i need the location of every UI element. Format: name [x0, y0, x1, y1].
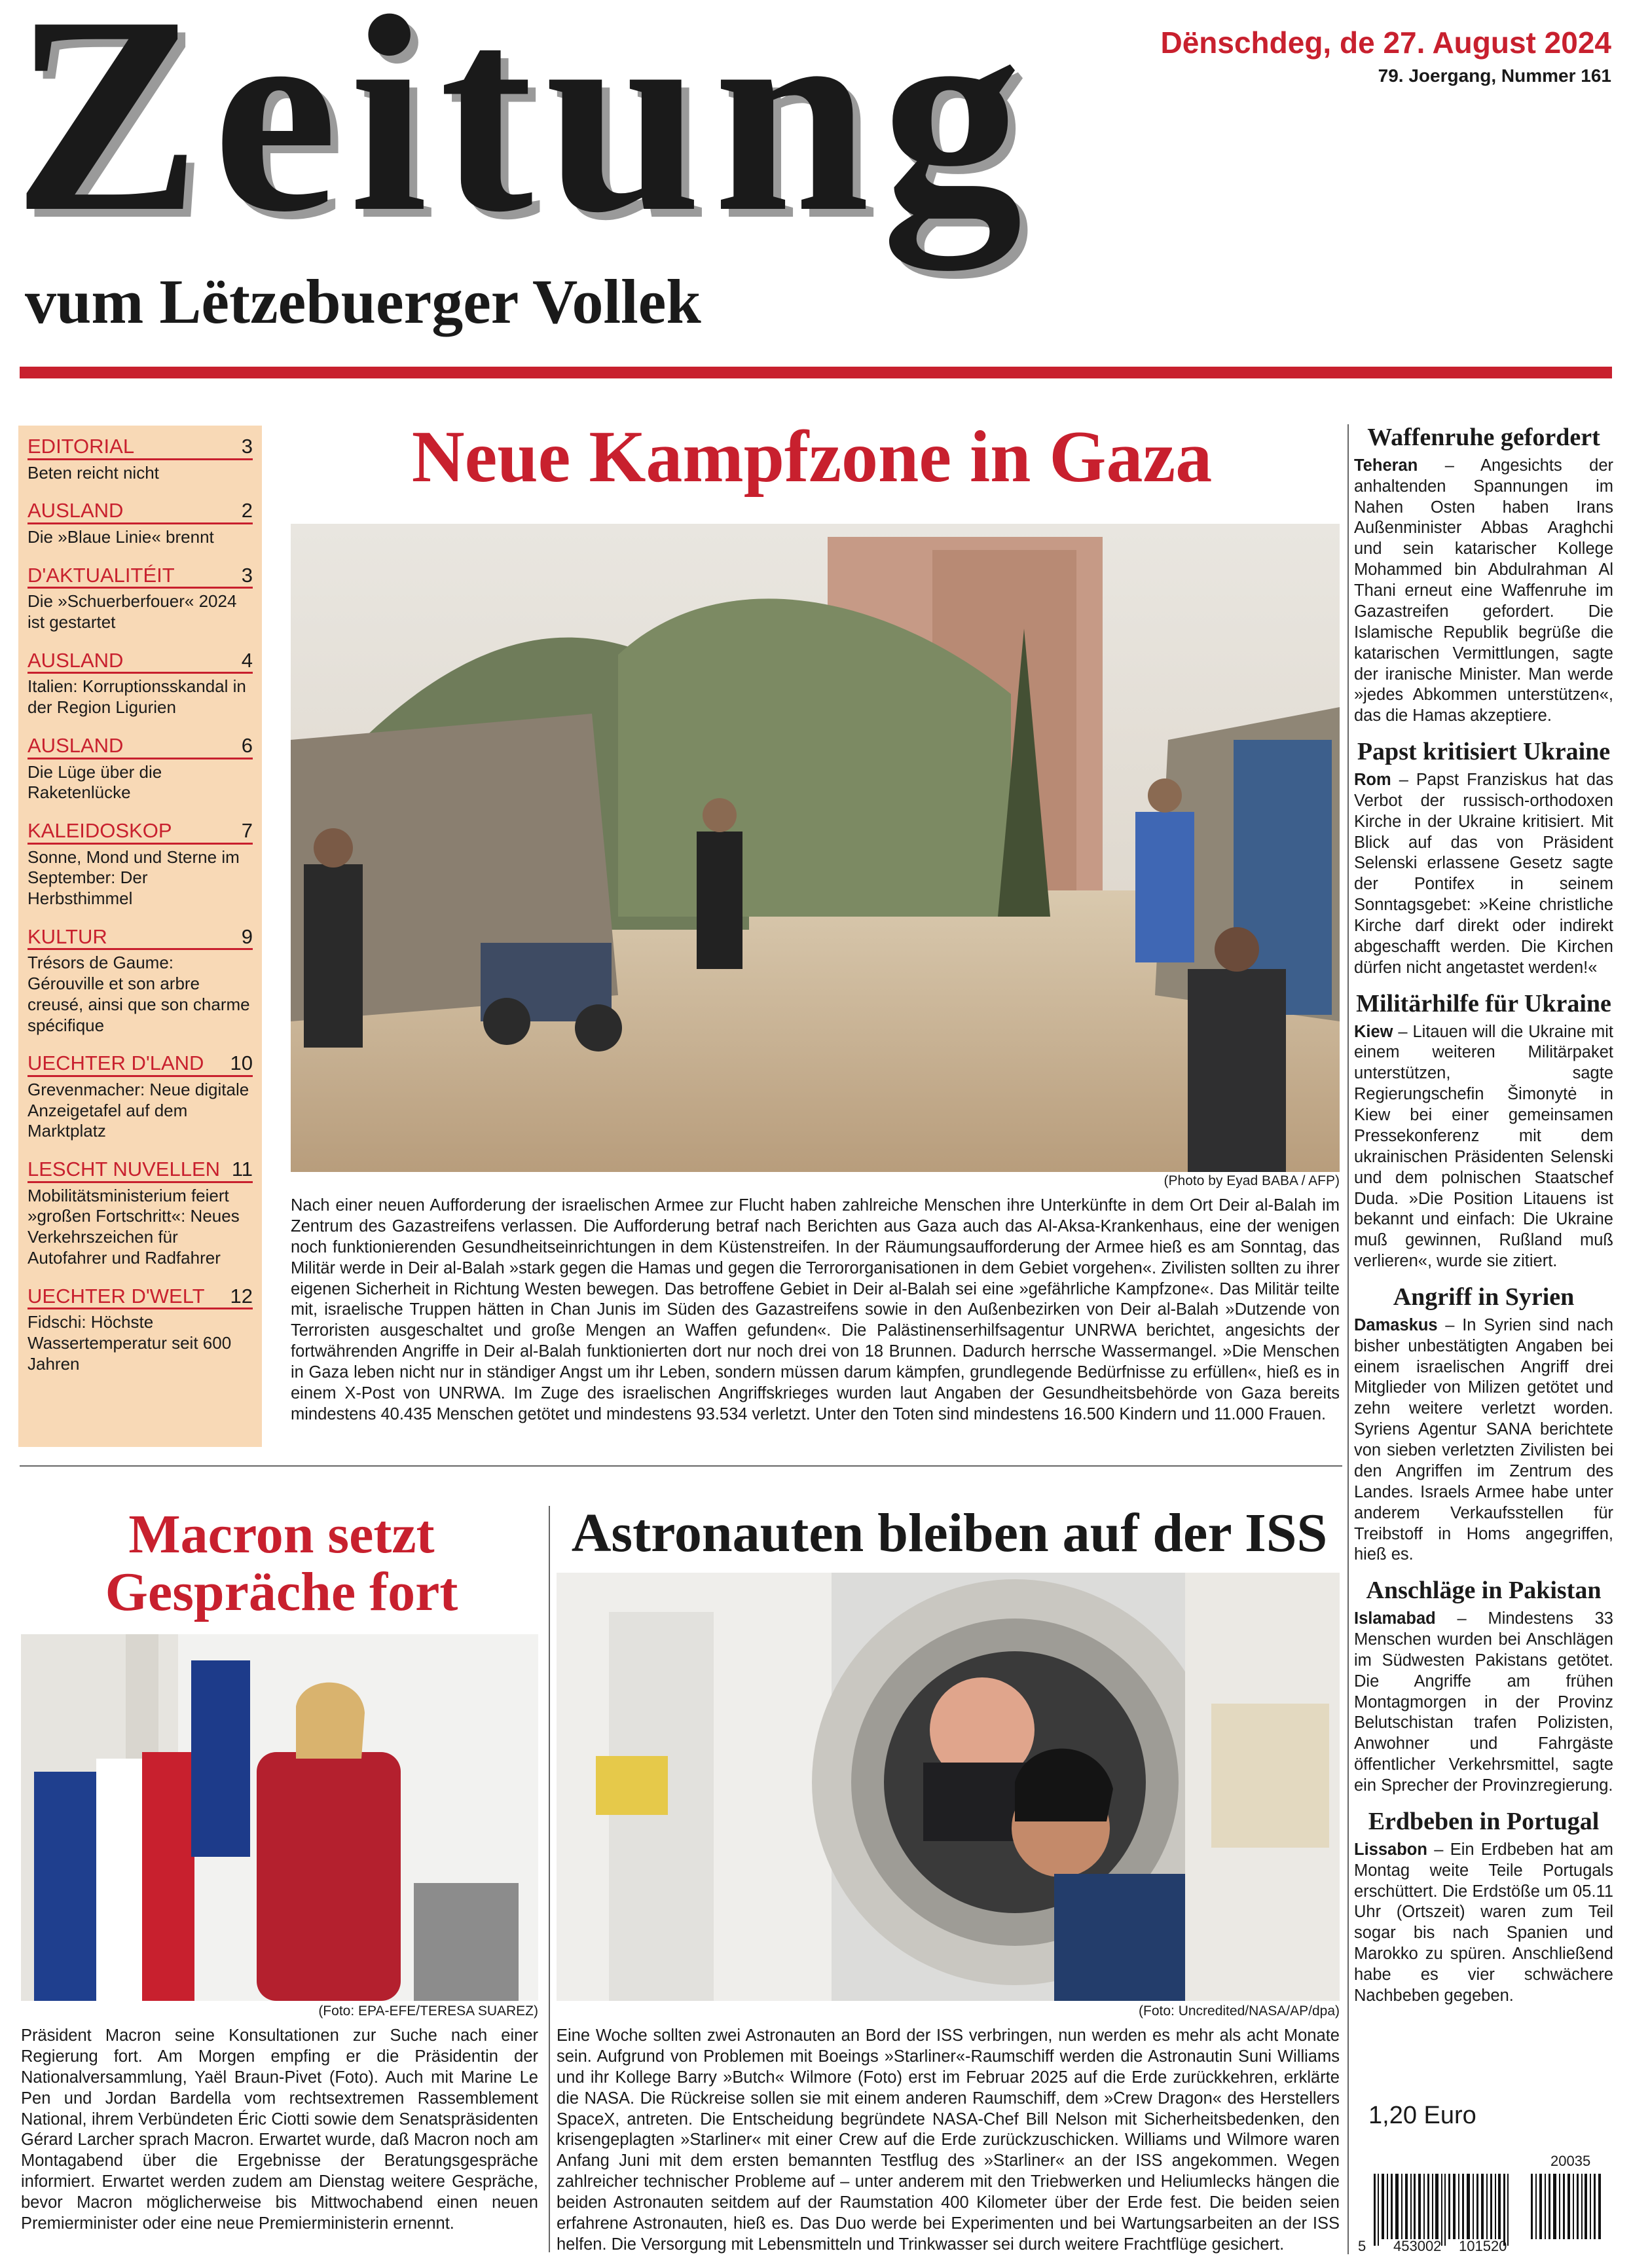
toc-page: 6 [241, 733, 253, 757]
news-briefs [1354, 424, 1613, 2019]
barcode-addon: 20035 [1550, 2153, 1591, 2169]
barcode-prefix: 5 [1358, 2238, 1366, 2254]
toc-section: UECHTER D'WELT [27, 1284, 205, 1308]
macron-photo-credit: (Foto: EPA-EFE/TERESA SUAREZ) [318, 2003, 538, 2019]
lead-photo-credit: (Photo by Eyad BABA / AFP) [1164, 1173, 1340, 1188]
toc-section: EDITORIAL [27, 435, 135, 458]
toc-teaser: Die Lüge über die Raketenlücke [27, 761, 162, 803]
brief-body: Rom – Papst Franziskus hat das Verbot der russisch-orthodoxen Kirche in der Ukraine kritisiert. Mit Blick auf das von Präsident Selenski erlassene Gesetz sagte der Pontifex in seinem Sonntagsgebet: »Keine christliche Kirche darf direkt oder indirekt abgeschafft werden. Die Kirchen dürfen nicht angetastet werden!« [1354, 770, 1613, 977]
masthead-rule [20, 367, 1612, 378]
toc-page: 7 [241, 818, 253, 842]
barcode-right-digits: 101520 [1459, 2238, 1507, 2254]
toc-teaser: Sonne, Mond und Sterne im September: Der Herbsthimmel [27, 847, 240, 909]
toc-section: AUSLAND [27, 733, 124, 757]
barcode [1354, 2148, 1616, 2252]
brief-dateline: Lissabon [1354, 1840, 1427, 1859]
brief-dateline: Damaskus [1354, 1315, 1438, 1334]
toc-section: KULTUR [27, 924, 107, 948]
toc-entry[interactable] [27, 734, 253, 803]
toc-page: 10 [230, 1052, 253, 1075]
table-of-contents [18, 426, 262, 1447]
brief-text: Papst Franziskus hat das Verbot der russisch-orthodoxen Kirche in der Ukraine kritisiert. Mit Blick auf das von Präsident Selenski erlassene Gesetz sagte der Pontifex in seinem Sonntagsgebet: »Keine christliche Kirche darf direkt oder indirekt abgeschafft werden. Die Kirchen dürfen nicht angetastet werden!« [1354, 770, 1613, 977]
brief-text: In Syrien sind nach bisher unbestätigten Angaben bei einem israelischen Angriff drei Mitglieder von Milizen getötet und zehn weitere verletzt worden. Syriens Agentur SANA berichtete von sieben verletzten Zivilisten bei den Angriffen im Zentrum des Landes. Israels Armee habe unter anderem Verkaufsstellen für Treibstoff in Homs angegriffen, hieß es. [1354, 1315, 1614, 1564]
toc-page: 11 [231, 1158, 253, 1181]
toc-teaser: Mobilitätsministerium feiert »großen Fortschritt«: Neues Verkehrszeichen für Autofahrer und Radfahrer [27, 1185, 240, 1268]
toc-entry[interactable] [27, 1052, 253, 1142]
toc-page: 3 [241, 435, 253, 458]
brief-body: Damaskus – In Syrien sind nach bisher unbestätigten Angaben bei einem israelischen Angriff drei Mitglieder von Milizen getötet und zehn weitere verletzt worden. Syriens Agentur SANA berichtete von sieben verletzten Zivilisten bei den Angriffen im Zentrum des Landes. Israels Armee habe unter anderem Verkaufsstellen für Treibstoff in Homs angegriffen, hieß es. [1354, 1315, 1614, 1564]
toc-section: D'AKTUALITÉIT [27, 563, 175, 587]
toc-section: LESCHT NUVELLEN [27, 1158, 221, 1181]
brief-title[interactable]: Anschläge in Pakistan [1366, 1577, 1602, 1605]
masthead-subtitle: vum Lëtzebuerger Vollek [25, 266, 701, 337]
toc-page: 12 [230, 1284, 253, 1308]
brief-body: Teheran – Angesichts der anhaltenden Spannungen im Nahen Osten haben Irans Außenminister Abbas Araghchi und sein katarischer Kollege Mohammed bin Abdulrahman Al Thani erneut eine Waffenruhe im Gazastreifen gefordert. Die Islamische Republik begrüße die katarischen Vermittlungen, sagte der iranische Minister. Man werde »jedes Abkommen unterstützen«, das die Hamas akzeptiere. [1354, 456, 1613, 725]
toc-entry[interactable] [27, 499, 253, 547]
toc-page: 4 [241, 648, 253, 672]
macron-body: Präsident Macron seine Konsultationen zur Suche nach einer Regierung fort. Am Morgen empfing er die Präsidentin der Nationalversammlung, Yaël Braun-Pivet (Foto). Auch mit Marine Le Pen und Jordan Bardella vom rechtsextremen Rassemblement National, ihrem Verbündeten Éric Ciotti sowie dem Senatspräsidenten Gérard Larcher sprach Macron. Erwartet wurde, daß Macron noch am Montagabend über die Ergebnisse der Beratungsgespräche informiert. Erwartet werden zudem am Dienstag weitere Gespräche, bevor Macron möglicherweise bis Mittwochabend einen neuen Premierminister oder eine neue Premierministerin ernennt. [21, 2026, 538, 2233]
toc-section: UECHTER D'LAND [27, 1052, 204, 1075]
brief-text: Litauen will die Ukraine mit einem weiteren Militärpaket unterstützen, sagte Regierungschefin Šimonytė in Kiew bei einer gemeinsamen Pressekonferenz mit dem ukrainischen Präsidenten Selenski und dem polnischen Staatschef Duda. »Die Position Litauens ist bekannt und einfach: Die Ukraine muß gewinnen, Rußland muß verlieren«, wurde sie zitiert. [1354, 1022, 1613, 1271]
column-divider [1347, 424, 1349, 2254]
toc-teaser: Beten reicht nicht [27, 462, 159, 483]
brief-dateline: Rom [1354, 770, 1391, 789]
brief-dateline: Islamabad [1354, 1609, 1436, 1628]
section-divider [20, 1465, 1342, 1467]
toc-section: AUSLAND [27, 499, 124, 522]
lead-headline[interactable]: Neue Kampfzone in Gaza [411, 416, 1213, 498]
brief-body: Islamabad – Mindestens 33 Menschen wurden bei Anschlägen im Südwesten Pakistans getötet. Die Angriffe am frühen Montagmorgen in der Provinz Belutschistan trafen Polizisten, Anwohner und Fahrgäste öffentlicher Verkehrsmittel, sagte ein Sprecher der Provinzregierung. [1354, 1609, 1613, 1795]
toc-teaser: Italien: Korruptionsskandal in der Region Ligurien [27, 676, 246, 718]
toc-teaser: Die »Schuerberfouer« 2024 ist gestartet [27, 591, 237, 632]
masthead-title: Zeitung [13, 0, 1035, 270]
toc-entry[interactable] [27, 925, 253, 1036]
brief-text: Angesichts der anhaltenden Spannungen im Nahen Osten haben Irans Außenminister Abbas Araghchi und sein katarischer Kollege Mohammed bin Abdulrahman Al Thani erneut eine Waffenruhe im Gazastreifen gefordert. Die Islamische Republik begrüße die katarischen Vermittlungen, sagte der iranische Minister. Man werde »jedes Abkommen unterstützen«, das die Hamas akzeptiere. [1354, 456, 1613, 725]
toc-entry[interactable] [27, 435, 253, 483]
toc-section: KALEIDOSKOP [27, 818, 172, 842]
toc-teaser: Trésors de Gaume: Gérouville et son arbre creusé, ainsi que son charme spécifique [27, 953, 250, 1035]
iss-photo-credit: (Foto: Uncredited/NASA/AP/dpa) [1139, 2003, 1340, 2019]
iss-photo [557, 1573, 1340, 2001]
brief-title[interactable]: Erdbeben in Portugal [1368, 1807, 1600, 1835]
brief-title[interactable]: Angriff in Syrien [1393, 1283, 1575, 1311]
brief-dateline: Kiew [1354, 1022, 1393, 1041]
toc-entry[interactable] [27, 649, 253, 718]
brief-text: Mindestens 33 Menschen wurden bei Anschlägen im Südwesten Pakistans getötet. Die Angriffe am frühen Montagmorgen in der Provinz Belutschistan trafen Polizisten, Anwohner und Fahrgäste öffentlicher Verkehrsmittel, sagte ein Sprecher der Provinzregierung. [1354, 1609, 1613, 1795]
toc-entry[interactable] [27, 1285, 253, 1375]
barcode-left-digits: 453002 [1393, 2238, 1442, 2254]
iss-body: Eine Woche sollten zwei Astronauten an Bord der ISS verbringen, nun werden es mehr als acht Monate sein. Aufgrund von Problemen mit Boeings »Starliner«-Raumschiff werden die Astronautin Suni Williams und ihr Kollege Barry »Butch« Wilmore (Foto) erst im Februar 2025 auf die Erde zurückkehren, erklärte die NASA. Die Rückreise sollen sie mit einem anderen Raumschiff, dem »Crew Dragon« des Herstellers SpaceX, antreten. Die Entscheidung begründete NASA-Chef Bill Nelson mit Sicherheitsbedenken, den krisengeplagten »Starliner« mit einer Crew auf die Erde zurückzuschicken. Williams und Wilmore waren Anfang Juni mit dem ersten bemannten Testflug des »Starliner« an der ISS angekommen. Wegen zahlreicher technischer Probleme auf – unter anderem mit den Triebwerken und Heliumlecks hängen die beiden Astronauten seitdem auf der Raumstation 400 Kilometer über der Erde fest. Die beiden seien erfahrene Astronauten, hieß es. Das Duo werde bei Experimenten und bei Wartungsarbeiten an der ISS helfen. Die Versorgung mit Lebensmitteln und Trinkwasser sei durch weitere Frachtflüge gesichert. [557, 2026, 1340, 2254]
toc-page: 3 [241, 563, 253, 587]
toc-section: AUSLAND [27, 648, 124, 672]
brief-title[interactable]: Papst kritisiert Ukraine [1357, 738, 1611, 766]
macron-photo [21, 1634, 538, 2001]
brief-body: Lissabon – Ein Erdbeben hat am Montag weite Teile Portugals erschüttert. Die Erdstöße um 05.11 Uhr (Ortszeit) waren zum Teil sogar bis nach Spanien und Marokko zu spüren. Anschließend habe es vier schwächere Nachbeben gegeben. [1354, 1840, 1613, 2005]
toc-teaser: Grevenmacher: Neue digitale Anzeigetafel auf dem Marktplatz [27, 1079, 249, 1141]
toc-page: 9 [241, 924, 253, 948]
toc-teaser: Die »Blaue Linie« brennt [27, 527, 214, 547]
issue-number: 79. Joergang, Nummer 161 [1378, 65, 1611, 86]
toc-entry[interactable] [27, 564, 253, 633]
price-label: 1,20 Euro [1368, 2102, 1476, 2129]
toc-page: 2 [241, 499, 253, 522]
brief-dateline: Teheran [1354, 456, 1418, 475]
column-divider [549, 1506, 550, 2252]
issue-date: Dënschdeg, de 27. August 2024 [1160, 26, 1611, 60]
brief-title[interactable]: Militärhilfe für Ukraine [1356, 989, 1611, 1017]
iss-headline[interactable]: Astronauten bleiben auf der ISS [571, 1503, 1328, 1564]
toc-entry[interactable] [27, 819, 253, 909]
brief-text: Ein Erdbeben hat am Montag weite Teile Portugals erschüttert. Die Erdstöße um 05.11 Uhr (Ortszeit) waren zum Teil sogar bis nach Spanien und Marokko zu spüren. Anschließend habe es vier schwächere Nachbeben gegeben. [1354, 1840, 1613, 2005]
gaza-photo [291, 524, 1340, 1172]
macron-headline[interactable]: Macron setzt Gespräche fort [105, 1504, 458, 1623]
lead-body: Nach einer neuen Aufforderung der israelischen Armee zur Flucht haben zahlreiche Menschen ihre Unterkünfte in dem Ort Deir al-Balah im Zentrum des Gazastreifens verlassen. Die Aufforderung betraf nach Berichten aus Gaza auch das Al-Aksa-Krankenhaus, eine der wenigen noch funktionierenden Gesundheitseinrichtungen in dem Küstenstreifen. In der Räumungsaufforderung der Armee hieß es am Sonntag, das Militär werde in Deir al-Balah »stark gegen die Hamas und gegen die Terrororganisationen in dem Gebiet vorgehen«. Zivilisten sollten zu ihrer eigenen Sicherheit in Richtung Westen bewegen. Das betroffene Gebiet in Deir al-Balah sei eine »gefährliche Kampfzone«. Das Militär teilte mit, israelische Truppen hätten in Chan Junis im Süden des Gazastreifens sowie in den Außenbezirken von Deir al-Balah »Dutzende von Terroristen ausgeschaltet und große Mengen an Waffen gefunden«. Die Palästinenserhilfsagentur UNRWA berichtet, angesichts der fortwährenden Angriffe in Deir al-Balah funktionierten dort nur noch drei von 18 Brunnen. Dadurch herrsche Wassermangel. »Die Menschen in Gaza leben nicht nur in ständiger Angst um ihr Leben, sondern müssen darum kämpfen, grundlegende Bedürfnisse zu erfüllen«, hieß es in einem X-Post von UNRWA. Im Zuge des israelischen Angriffskrieges wurden laut Angaben der Gesundheitsbehörde von Gaza bereits mindestens 40.435 Menschen getötet und mindestens 93.534 verletzt. Unter den Toten sind mindestens 16.500 Kindern und 11.000 Frauen. [291, 1196, 1340, 1423]
toc-teaser: Fidschi: Höchste Wassertemperatur seit 600 Jahren [27, 1312, 232, 1374]
toc-entry[interactable] [27, 1158, 253, 1269]
brief-body: Kiew – Litauen will die Ukraine mit einem weiteren Militärpaket unterstützen, sagte Regierungschefin Šimonytė in Kiew bei einer gemeinsamen Pressekonferenz mit dem ukrainischen Präsidenten Selenski und dem polnischen Staatschef Duda. »Die Position Litauens ist bekannt und einfach: Die Ukraine muß gewinnen, Rußland muß verlieren«, wurde sie zitiert. [1354, 1022, 1613, 1271]
brief-title[interactable]: Waffenruhe gefordert [1367, 424, 1600, 451]
